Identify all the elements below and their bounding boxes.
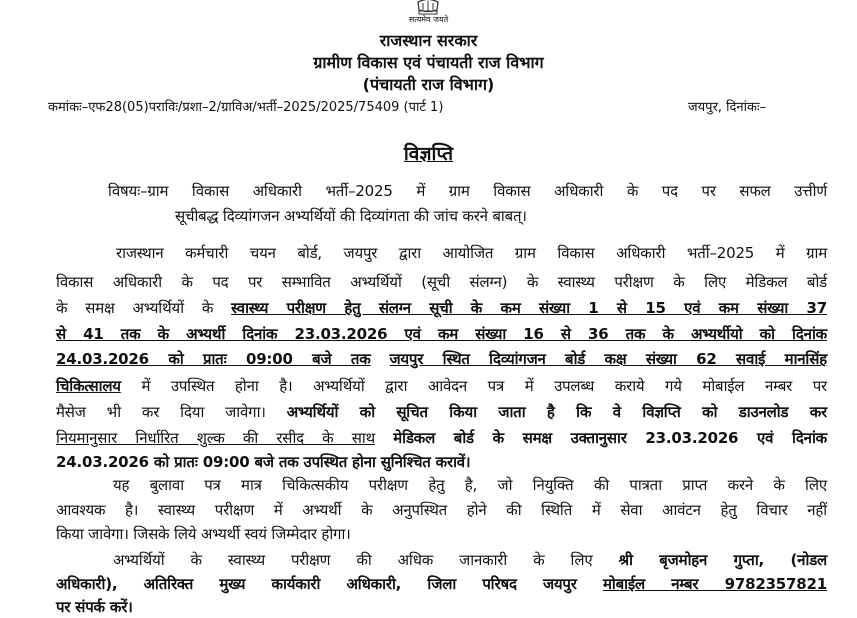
para3-line-2 bbox=[56, 574, 827, 594]
para1-line-1: राजस्थान कर्मचारी चयन बोर्ड, जयपुर द्वारा आयोजित ग्राम विकास अधिकारी भर्ती–2025 में ग्राम bbox=[116, 244, 827, 262]
subject-line-2: सूचीबद्ध दिव्यांगजन अभ्यर्थियों की दिव्यांगता की जांच करने बाबत्। bbox=[175, 207, 527, 225]
header-government: राजस्थान सरकार bbox=[379, 31, 478, 50]
para3-line-1 bbox=[113, 550, 827, 570]
para1-line-3 bbox=[56, 298, 827, 318]
para3-line-1-text: अभ्यर्थियों के स्वास्थ्य परीक्षण की अधिक जानकारी के लिए bbox=[113, 551, 593, 569]
para1-line-6 bbox=[56, 376, 827, 396]
para2-line-2: आवश्यक है। स्वास्थ्य परीक्षण में अभ्यर्थी के अनुपस्थित होने की स्थिति में सेवा आवंटन हेतु विचार नहीं bbox=[56, 501, 827, 519]
para1-fee-receipt: नियमानुसार निर्धारित शुल्क की रसीद के साथ bbox=[56, 429, 375, 447]
para1-line-3-text: के समक्ष अभ्यर्थियों के bbox=[56, 299, 214, 317]
place-date: जयपुर, दिनांकः– bbox=[688, 100, 767, 115]
para1-line-6-text: में उपस्थित होना है। अभ्यर्थियों द्वारा आवेदन पत्र में उपलब्ध कराये गये मोबाईल नम्बर पर bbox=[141, 377, 827, 395]
header-sub-department: (पंचायती राज विभाग) bbox=[362, 75, 495, 94]
para3-line-3: पर संपर्क करें। bbox=[56, 598, 133, 616]
nodal-officer-name: श्री बृजमोहन गुप्ता, (नोडल bbox=[618, 551, 827, 569]
para2-line-1: यह बुलावा पत्र मात्र चिकित्सकीय परीक्षण हेतु है, जो नियुक्ति की पात्रता प्राप्त करने के लिए bbox=[113, 476, 827, 494]
para1-line-7-text: मैसेज भी कर दिया जावेगा। bbox=[56, 403, 266, 421]
para1-date-time: 24.03.2026 को प्रातः 09:00 बजे तक bbox=[56, 350, 371, 368]
para1-line-3-highlight: स्वास्थ्य परीक्षण हेतु संलग्न सूची के कम संख्या 1 से 15 एवं कम संख्या 37 bbox=[231, 299, 827, 317]
subject-line-1: विषयः–ग्राम विकास अधिकारी भर्ती–2025 में ग्राम विकास अधिकारी के पद पर सफल उत्तीर्ण bbox=[108, 182, 827, 200]
para1-line-2: विकास अधिकारी के पद पर सम्भावित अभ्यर्थियों (सूची संलग्न) के स्वास्थ्य परीक्षण के लिए मेडिकल बोर्ड bbox=[56, 273, 827, 291]
para1-line-7-bold: अभ्यर्थियों को सूचित किया जाता है कि वे विज्ञप्ति को डाउनलोड कर bbox=[286, 403, 827, 421]
nodal-officer-mobile: मोबाईल नम्बर 9782357821 bbox=[602, 575, 827, 593]
header-department: ग्रामीण विकास एवं पंचायती राज विभाग bbox=[313, 53, 544, 72]
para2-line-3: किया जावेगा। जिसके लिये अभ्यर्थी स्वयं जिम्मेदार होगा। bbox=[56, 525, 351, 543]
para1-line-5 bbox=[56, 349, 827, 369]
notice-title: विज्ञप्ति bbox=[403, 143, 454, 165]
para1-venue: जयपुर स्थित दिव्यांगजन बोर्ड कक्ष संख्या 62 सवाई मानसिंह bbox=[389, 350, 827, 368]
reference-number: कमांकः–एफ28(05)पराविः/प्रशा–2/ग्राविअ/भर्ती–2025/2025/75409 (पार्ट 1) bbox=[48, 100, 444, 115]
para1-line-7 bbox=[56, 402, 827, 422]
para1-line-9: 24.03.2026 को प्रातः 09:00 बजे तक उपस्थित होना सुनिश्चित करावें। bbox=[56, 453, 471, 471]
para1-venue-end: चिकित्सालय bbox=[56, 377, 121, 395]
para1-line-8 bbox=[56, 428, 827, 448]
para1-line-8-bold: मेडिकल बोर्ड के समक्ष उक्तानुसार 23.03.2026 एवं दिनांक bbox=[393, 429, 827, 447]
nodal-officer-designation: अधिकारी), अतिरिक्त मुख्य कार्यकारी अधिकारी, जिला परिषद जयपुर bbox=[56, 575, 577, 593]
emblem-motto: सत्यमेव जयते bbox=[408, 15, 449, 24]
para1-line-4: से 41 तक के अभ्यर्थी दिनांक 23.03.2026 एवं कम संख्या 16 से 36 तक के अभ्यर्थीयो को दिनांक bbox=[56, 325, 827, 343]
